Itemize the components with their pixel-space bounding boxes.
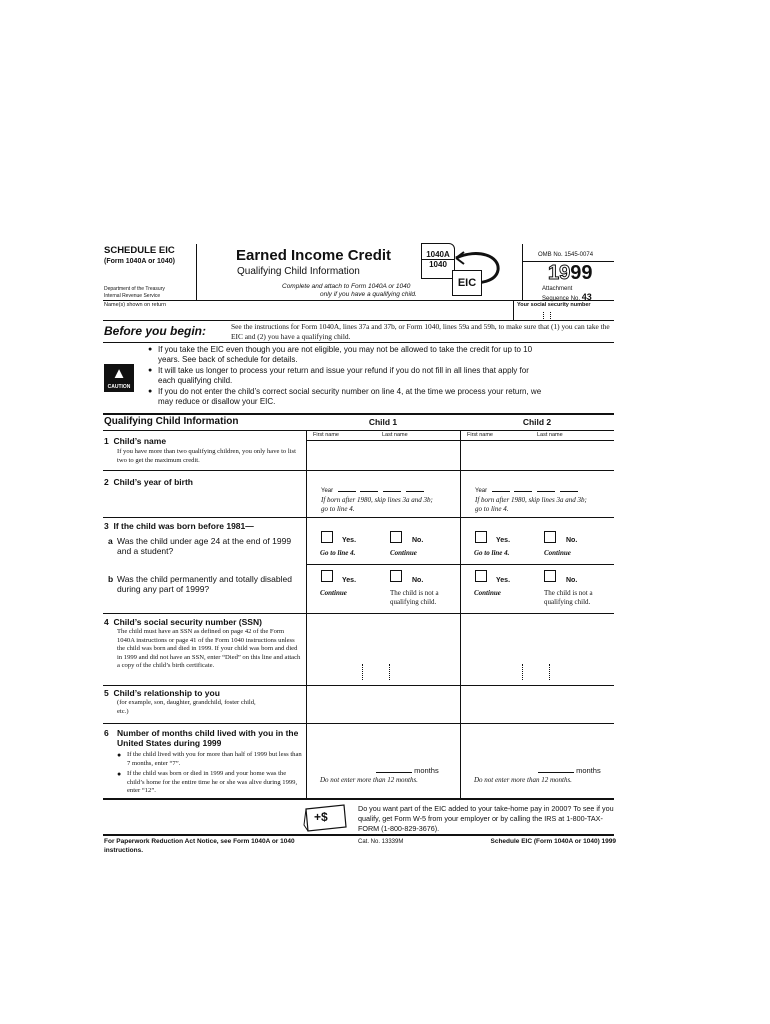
child1-3b-yes-label: Yes. <box>342 577 357 584</box>
line2-label: 2 Child’s year of birth <box>104 477 193 487</box>
form-subtitle: (Form 1040A or 1040) <box>104 258 175 265</box>
instruction-line-1: Complete and attach to Form 1040A or 1040 <box>282 283 411 290</box>
names-bottom-rule <box>103 320 614 321</box>
child2-3a-no-checkbox[interactable] <box>544 531 556 543</box>
child2-3b-no-label: No. <box>566 577 578 584</box>
svg-text:+$: +$ <box>314 810 328 824</box>
child2-months-note: Do not enter more than 12 months. <box>474 776 572 784</box>
caution-bullet-2: ● It will take us longer to process your return and issue your refund if you do not fill in all lines that apply for each qualifying child. <box>148 366 548 385</box>
child2-3a-yes-label: Yes. <box>496 537 511 544</box>
section-title: Qualifying Child Information <box>104 416 239 427</box>
catalog-number: Cat. No. 13339M <box>358 839 404 845</box>
main-subtitle: Qualifying Child Information <box>237 266 360 277</box>
ssn-separator-2 <box>550 312 551 319</box>
child2-3a-yes-checkbox[interactable] <box>475 531 487 543</box>
line6-bottom-rule <box>103 798 614 800</box>
caution-icon <box>104 364 134 392</box>
form-1040a-icon: 1040A 1040 <box>421 243 455 279</box>
child1-last-name-label: Last name <box>382 432 408 438</box>
child2-ssn-separator-2 <box>549 664 550 680</box>
child2-first-name-label: First name <box>467 432 493 438</box>
caution-bullet-3: ● If you do not enter the child’s correct social security number on line 4, at the time we process your return, we may reduce or disallow your EIC. <box>148 387 548 406</box>
omb-number: OMB No. 1545-0074 <box>538 252 594 258</box>
line6-bullet-2: ● If the child was born or died in 1999 and your home was the child’s home for the entire time he or she was alive during 1999, enter “12”. <box>117 770 303 796</box>
child1-year-field[interactable]: Year <box>321 485 424 494</box>
child1-3a-yes-label: Yes. <box>342 537 357 544</box>
ssn-divider <box>513 300 514 320</box>
child1-3b-yes-checkbox[interactable] <box>321 570 333 582</box>
department: Department of the Treasury <box>104 286 165 292</box>
child1-year-skip-note: If born after 1980, skip lines 3a and 3b; go to line 4. <box>321 496 433 513</box>
names-shown-label: Name(s) shown on return <box>104 302 167 308</box>
child2-3a-no-note: Continue <box>544 549 571 557</box>
child1-3a-no-note: Continue <box>390 549 417 557</box>
child1-months-note: Do not enter more than 12 months. <box>320 776 418 784</box>
caution-bullet-1: ● If you take the EIC even though you are not eligible, you may not be allowed to take the credit for up to 10 years. See back of schedule for details. <box>148 345 548 364</box>
instruction-line-2: only if you have a qualifying child. <box>320 291 417 298</box>
child2-last-name-label: Last name <box>537 432 563 438</box>
line4-note: The child must have an SSN as defined on page 42 of the Form 1040A instructions or page 41 of the Form 1040 instructions unless the child was born and died in 1999. If your child was born and died in 1999 and did not have an SSN, enter “Died” on this line and attach a copy of the child’s birth certificate. <box>117 628 301 669</box>
exclamation-icon: ▲ <box>111 365 127 382</box>
child2-3b-no-checkbox[interactable] <box>544 570 556 582</box>
sequence-label: Sequence No. 43 <box>542 292 592 302</box>
child2-months-field[interactable] <box>538 766 601 775</box>
child1-3a-yes-checkbox[interactable] <box>321 531 333 543</box>
child2-3b-yes-label: Yes. <box>496 577 511 584</box>
ssn-separator-1 <box>543 312 544 319</box>
schedule-footer: Schedule EIC (Form 1040A or 1040) 1999 <box>490 838 616 845</box>
line6-num: 6 <box>104 728 109 738</box>
section-top-rule <box>103 413 614 415</box>
child2-3b-yes-note: Continue <box>474 589 501 597</box>
child1-3a-no-checkbox[interactable] <box>390 531 402 543</box>
sequence-number: 43 <box>581 292 592 302</box>
child2-3b-no-note: The child is not a qualifying child. <box>544 589 593 606</box>
line3a-rule <box>306 564 614 565</box>
line6-bullets <box>117 751 303 796</box>
tax-year-suffix: 99 <box>570 262 593 284</box>
child1-3b-no-note: The child is not a qualifying child. <box>390 589 439 606</box>
child1-ssn-separator-1 <box>362 664 363 680</box>
child2-3a-no-label: No. <box>566 537 578 544</box>
line6-bullet-1: ● If the child lived with you for more than half of 1999 but less than 7 months, enter “7”. <box>117 751 303 768</box>
line6-title: Number of months child lived with you in the United States during 1999 <box>117 728 299 748</box>
child1-relationship-field[interactable] <box>307 686 459 722</box>
header-bottom-rule <box>103 300 614 301</box>
child1-months-label: months <box>414 766 439 775</box>
child2-relationship-field[interactable] <box>461 686 613 722</box>
child2-year-field[interactable]: Year <box>475 485 578 494</box>
paperwork-notice: For Paperwork Reduction Act Notice, see Form 1040A or 1040 instructions. <box>104 838 295 854</box>
line5-bottom-rule <box>103 723 614 724</box>
tax-year <box>548 262 593 284</box>
child2-name-field[interactable] <box>461 441 613 469</box>
attachment-label: Attachment <box>542 286 573 292</box>
child2-year-skip-note: If born after 1980, skip lines 3a and 3b; go to line 4. <box>475 496 587 513</box>
header-divider-left <box>196 244 197 300</box>
caution-label: CAUTION <box>107 384 131 390</box>
child2-3b-yes-checkbox[interactable] <box>475 570 487 582</box>
line4-label: 4 Child’s social security number (SSN) <box>104 617 262 627</box>
child1-3b-no-checkbox[interactable] <box>390 570 402 582</box>
child1-3a-no-label: No. <box>412 537 424 544</box>
line3b-question: Was the child permanently and totally disabled during any part of 1999? <box>117 574 292 594</box>
child2-ssn-field[interactable] <box>461 614 613 684</box>
advance-eic-text: Do you want part of the EIC added to your take-home pay in 2000? To see if you qualify, get Form W-5 from your employer or by calling the IRS at 1-800-TAX-FORM (1-800-829-3676). <box>358 804 614 833</box>
child1-first-name-label: First name <box>313 432 339 438</box>
child1-3b-yes-note: Continue <box>320 589 347 597</box>
before-you-begin-text: See the instructions for Form 1040A, lines 37a and 37b, or Form 1040, lines 59a and 59h, to make sure that (1) you can take the EIC and (2) you have a qualifying child. <box>231 322 610 341</box>
before-rule <box>103 342 614 343</box>
line3-label: 3 If the child was born before 1981— <box>104 521 254 531</box>
section-header-rule <box>103 430 614 431</box>
advance-bottom-rule <box>103 834 614 836</box>
child1-ssn-separator-2 <box>389 664 390 680</box>
form-title: SCHEDULE EIC <box>104 245 175 256</box>
line3a-letter: a <box>108 536 113 546</box>
line1-bottom-rule <box>103 470 614 471</box>
line3b-letter: b <box>108 574 114 584</box>
line1-note: If you have more than two qualifying children, you only have to list two to get the maximum credit. <box>117 448 296 464</box>
child2-3a-yes-note: Go to line 4. <box>474 549 510 557</box>
ssn-label: Your social security number <box>517 302 591 308</box>
agency: Internal Revenue Service <box>104 293 161 299</box>
child1-ssn-field[interactable] <box>307 614 459 684</box>
line1-label: 1 Child’s name <box>104 436 167 446</box>
child1-months-field[interactable] <box>376 766 439 775</box>
child1-3a-yes-note: Go to line 4. <box>320 549 356 557</box>
child2-header: Child 2 <box>522 417 552 427</box>
child1-3b-no-label: No. <box>412 577 424 584</box>
line5-label: 5 Child’s relationship to you <box>104 688 220 698</box>
line5-note: (for example, son, daughter, grandchild, foster child, etc.) <box>117 699 256 715</box>
before-you-begin-title: Before you begin: <box>104 324 207 338</box>
child2-ssn-separator-1 <box>522 664 523 680</box>
money-envelope-icon <box>302 801 350 833</box>
header-divider-right <box>522 244 523 300</box>
child2-months-label: months <box>576 766 601 775</box>
child1-name-field[interactable] <box>307 441 459 469</box>
caution-list <box>148 345 548 406</box>
line3a-question: Was the child under age 24 at the end of 1999 and a student? <box>117 536 292 556</box>
tax-year-prefix: 19 <box>548 262 571 284</box>
line2-bottom-rule <box>103 517 614 518</box>
eic-icon: EIC <box>452 270 482 296</box>
main-title: Earned Income Credit <box>236 247 392 264</box>
child1-header: Child 1 <box>368 417 398 427</box>
